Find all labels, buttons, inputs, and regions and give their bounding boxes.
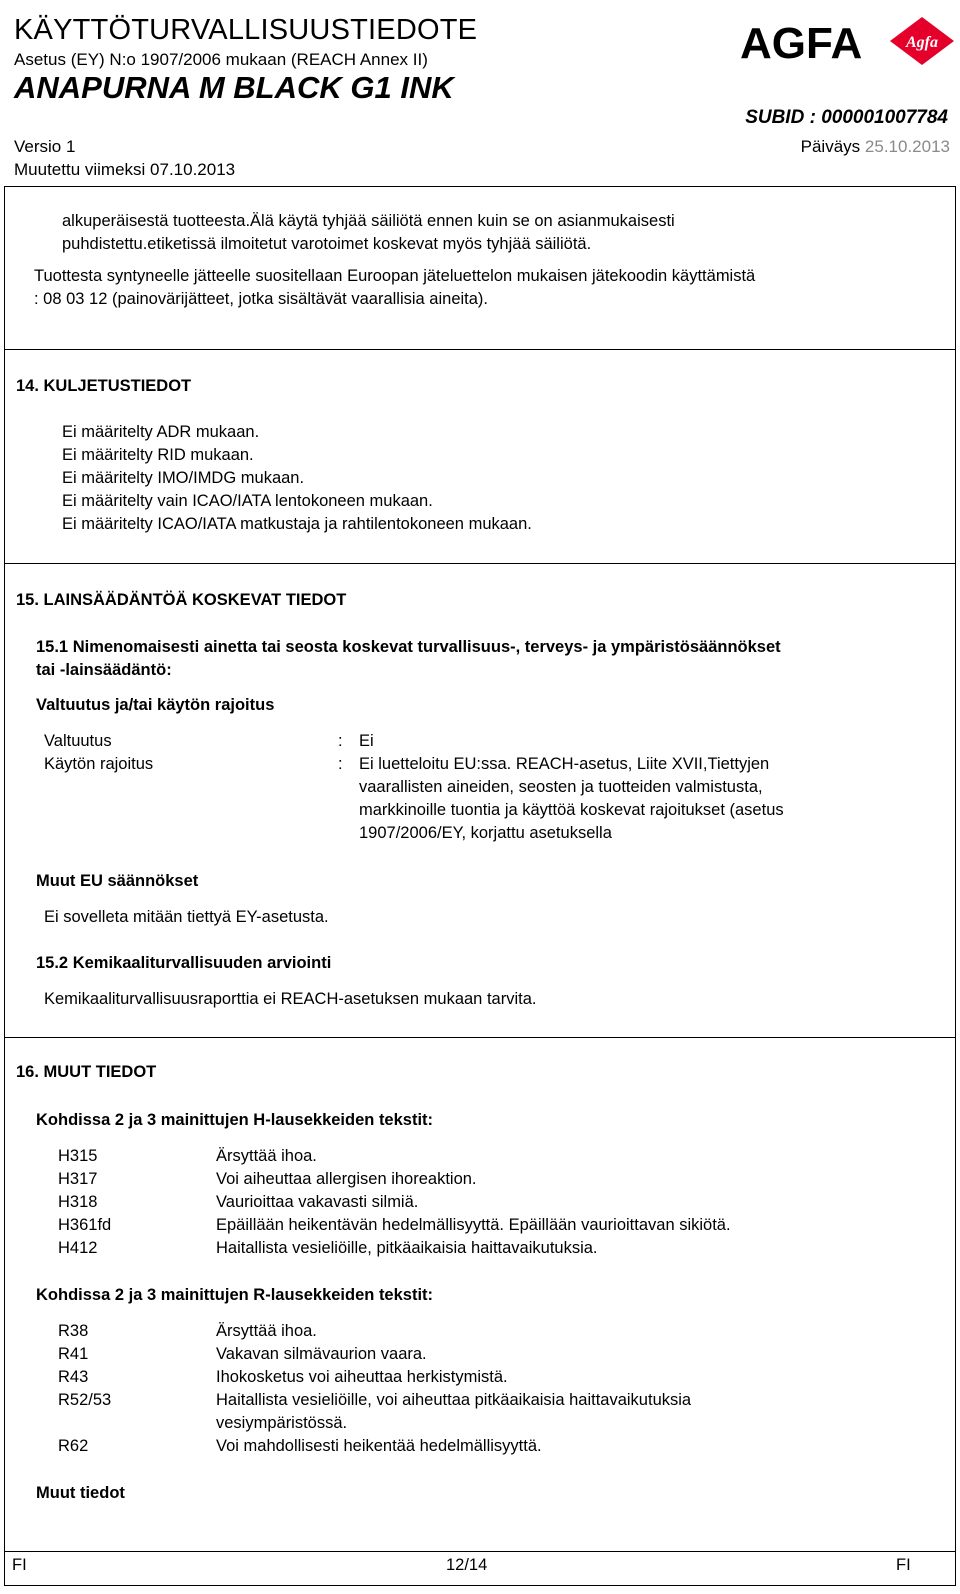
restriction-value-line: markkinoille tuontia ja käyttöä koskevat rajoitukset (asetus — [359, 801, 784, 819]
authorisation-label: Valtuutus — [44, 732, 112, 750]
issue-date — [801, 137, 950, 157]
r-phrases-heading: Kohdissa 2 ja 3 mainittujen R-lausekkeiden tekstit: — [36, 1286, 434, 1304]
r-text: Haitallista vesieliöille, voi aiheuttaa pitkäaikaisia haittavaikutuksia — [216, 1391, 692, 1409]
section-15-heading: 15. LAINSÄÄDÄNTÖÄ KOSKEVAT TIEDOT — [16, 591, 347, 609]
r-code: R41 — [58, 1345, 89, 1363]
logo-wordmark: AGFA — [740, 19, 863, 67]
logo-badge-text: Agfa — [906, 34, 938, 51]
subid: SUBID : 000001007784 — [745, 107, 948, 128]
r-text: Voi mahdollisesti heikentää hedelmällisyyttä. — [216, 1437, 542, 1455]
restriction-label: Käytön rajoitus — [44, 755, 154, 773]
product-name: ANAPURNA M BLACK G1 INK — [14, 70, 454, 105]
r-text: Ärsyttää ihoa. — [216, 1322, 317, 1340]
h-text: Voi aiheuttaa allergisen ihoreaktion. — [216, 1170, 477, 1188]
subsection-15-1-heading-cont: tai -lainsäädäntö: — [36, 661, 172, 679]
footer-language-left: FI — [12, 1556, 27, 1574]
disposal-text-line: puhdistettu.etiketissä ilmoitetut varotoimet koskevat myös tyhjää säiliötä. — [62, 235, 592, 253]
subsection-15-2-heading: 15.2 Kemikaaliturvallisuuden arviointi — [36, 954, 332, 972]
h-text: Ärsyttää ihoa. — [216, 1147, 317, 1165]
regulation-subtitle: Asetus (EY) N:o 1907/2006 mukaan (REACH Annex II) — [14, 50, 428, 69]
h-statements-heading: Kohdissa 2 ja 3 mainittujen H-lausekkeiden tekstit: — [36, 1111, 434, 1129]
date-value: 25.10.2013 — [864, 137, 950, 156]
colon: : — [338, 755, 343, 773]
restriction-value-line: 1907/2006/EY, korjattu asetuksella — [359, 824, 612, 842]
section-divider — [4, 349, 956, 350]
h-code: H361fd — [58, 1216, 112, 1234]
authorisation-heading: Valtuutus ja/tai käytön rajoitus — [36, 696, 275, 714]
disposal-text-line: Tuottesta syntyneelle jätteelle suositellaan Euroopan jäteluettelon mukaisen jätekoodin käyttämistä — [34, 267, 756, 285]
r-text: Ihokosketus voi aiheuttaa herkistymistä. — [216, 1368, 508, 1386]
h-code: H318 — [58, 1193, 98, 1211]
r-code: R62 — [58, 1437, 89, 1455]
page-number: 12/14 — [446, 1556, 488, 1574]
chemical-safety-text: Kemikaaliturvallisuusraporttia ei REACH-asetuksen mukaan tarvita. — [44, 990, 537, 1008]
transport-line: Ei määritelty ICAO/IATA matkustaja ja rahtilentokoneen mukaan. — [62, 515, 532, 533]
r-code: R43 — [58, 1368, 89, 1386]
subsection-15-1-heading: 15.1 Nimenomaisesti ainetta tai seosta koskevat turvallisuus-, terveys- ja ympäristösäännökset — [36, 638, 781, 656]
document-title: KÄYTTÖTURVALLISUUSTIEDOTE — [14, 14, 478, 46]
disposal-text-line: alkuperäisestä tuotteesta.Älä käytä tyhjää säiliötä ennen kuin se on asianmukaisesti — [62, 212, 675, 230]
restriction-value-line: vaarallisten aineiden, seosten ja tuotteiden valmistusta, — [359, 778, 763, 796]
other-info-heading: Muut tiedot — [36, 1484, 125, 1502]
section-divider — [4, 563, 956, 564]
section-14-heading: 14. KULJETUSTIEDOT — [16, 377, 192, 395]
transport-line: Ei määritelty vain ICAO/IATA lentokoneen mukaan. — [62, 492, 433, 510]
r-text: Vakavan silmävaurion vaara. — [216, 1345, 427, 1363]
disposal-text-line: : 08 03 12 (painovärijätteet, jotka sisältävät vaarallisia aineita). — [34, 290, 488, 308]
agfa-rhombus-icon — [890, 17, 954, 65]
last-modified: Muutettu viimeksi 07.10.2013 — [14, 160, 236, 179]
h-text: Epäillään heikentävän hedelmällisyyttä. Epäillään vaurioittavan sikiötä. — [216, 1216, 731, 1234]
restriction-value-line: Ei luetteloitu EU:ssa. REACH-asetus, Liite XVII,Tiettyjen — [359, 755, 770, 773]
transport-line: Ei määritelty ADR mukaan. — [62, 423, 260, 441]
h-text: Haitallista vesieliöille, pitkäaikaisia haittavaikutuksia. — [216, 1239, 598, 1257]
other-eu-text: Ei sovelleta mitään tiettyä EY-asetusta. — [44, 908, 329, 926]
r-code: R52/53 — [58, 1391, 112, 1409]
h-code: H412 — [58, 1239, 98, 1257]
h-code: H317 — [58, 1170, 98, 1188]
footer-language-right: FI — [896, 1556, 911, 1574]
other-eu-heading: Muut EU säännökset — [36, 872, 199, 890]
transport-line: Ei määritelty IMO/IMDG mukaan. — [62, 469, 305, 487]
section-16-heading: 16. MUUT TIEDOT — [16, 1063, 157, 1081]
h-code: H315 — [58, 1147, 98, 1165]
h-text: Vaurioittaa vakavasti silmiä. — [216, 1193, 419, 1211]
agfa-logo — [740, 15, 954, 67]
r-code: R38 — [58, 1322, 89, 1340]
transport-line: Ei määritelty RID mukaan. — [62, 446, 254, 464]
colon: : — [338, 732, 343, 750]
footer-divider — [4, 1551, 956, 1552]
r-text-cont: vesiympäristössä. — [216, 1414, 348, 1432]
date-label: Päiväys — [800, 137, 861, 156]
section-divider — [4, 1037, 956, 1038]
authorisation-value: Ei — [359, 732, 374, 750]
version: Versio 1 — [14, 137, 76, 156]
